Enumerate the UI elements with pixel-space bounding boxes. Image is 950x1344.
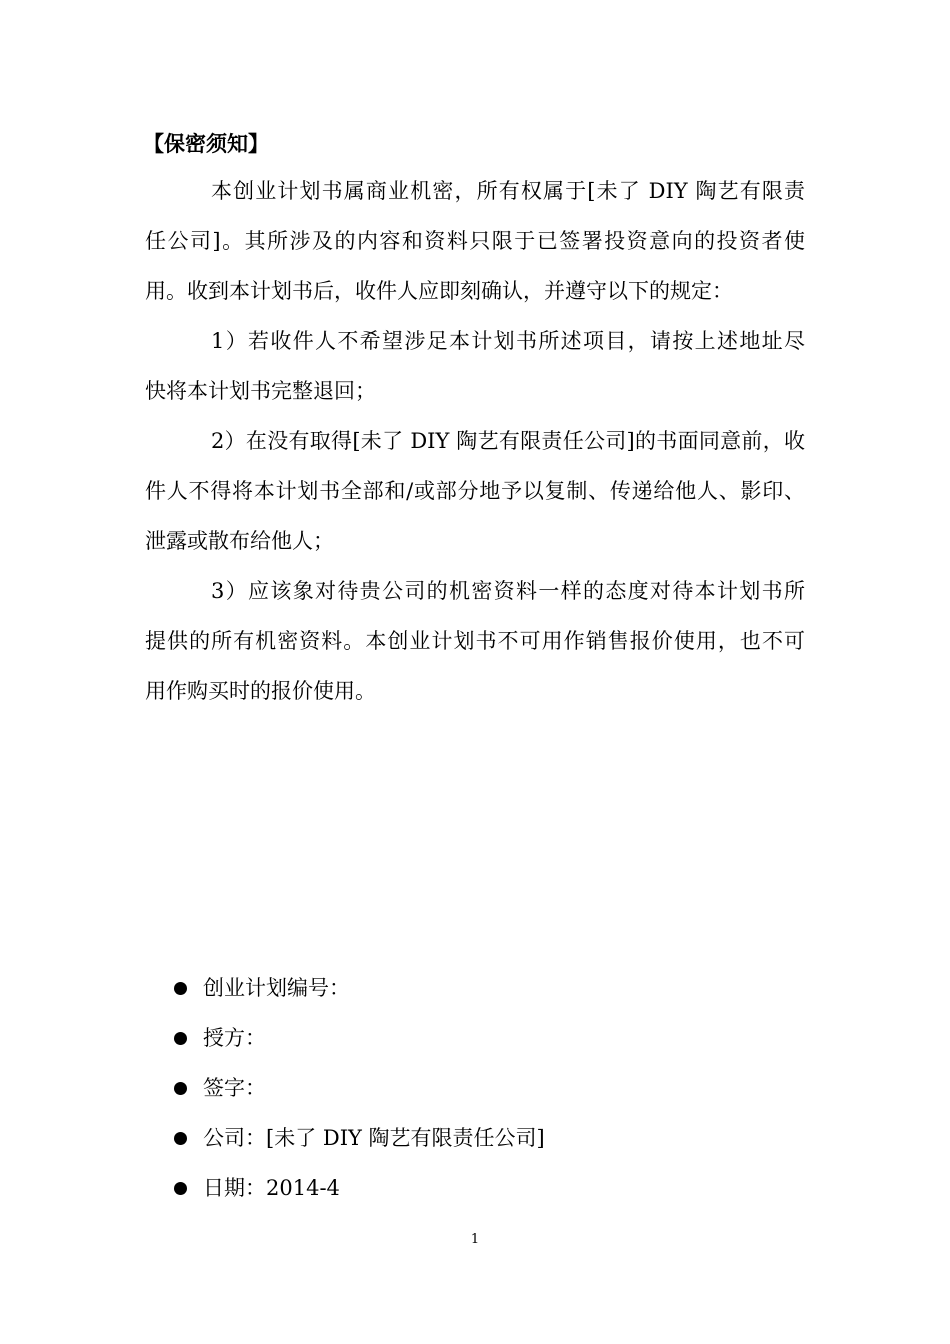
section-title: 【保密须知】 (143, 131, 269, 156)
list-item-text: 公司：[未了 DIY 陶艺有限责任公司] (203, 1126, 545, 1150)
paragraph-line: 3）应该象对待贵公司的机密资料一样的态度对待本计划书所 (211, 579, 805, 603)
list-item (174, 1013, 545, 1063)
paragraph-line: 本创业计划书属商业机密，所有权属于[未了 DIY 陶艺有限责 (211, 179, 805, 203)
page-number: 1 (470, 1232, 480, 1247)
confidentiality-body (145, 166, 805, 716)
bullet-icon (174, 1032, 187, 1045)
list-item (174, 963, 545, 1013)
paragraph-line: 1）若收件人不希望涉足本计划书所述项目，请按上述地址尽 (211, 329, 805, 353)
paragraph-line: 用。收到本计划书后，收件人应即刻确认，并遵守以下的规定： (145, 279, 733, 303)
list-item-text: 签字： (203, 1076, 266, 1100)
list-item-text: 日期：2014-4 (203, 1176, 340, 1200)
bullet-icon (174, 1182, 187, 1195)
bullet-icon (174, 982, 187, 995)
list-item (174, 1113, 545, 1163)
paragraph-line: 件人不得将本计划书全部和/或部分地予以复制、传递给他人、影印、 (145, 479, 805, 503)
paragraph-line: 泄露或散布给他人； (145, 529, 334, 553)
list-item-text: 创业计划编号： (203, 976, 350, 1000)
paragraph-line: 2）在没有取得[未了 DIY 陶艺有限责任公司]的书面同意前，收 (211, 429, 805, 453)
bullet-icon (174, 1132, 187, 1145)
list-item (174, 1063, 545, 1113)
list-item-text: 授方： (203, 1026, 266, 1050)
paragraph-line: 提供的所有机密资料。本创业计划书不可用作销售报价使用，也不可 (145, 629, 805, 653)
paragraph-line: 任公司]。其所涉及的内容和资料只限于已签署投资意向的投资者使 (145, 229, 805, 253)
list-item (174, 1163, 545, 1213)
bullet-icon (174, 1082, 187, 1095)
info-list (174, 963, 545, 1213)
paragraph-line: 快将本计划书完整退回； (145, 379, 376, 403)
paragraph-line: 用作购买时的报价使用。 (145, 679, 376, 703)
